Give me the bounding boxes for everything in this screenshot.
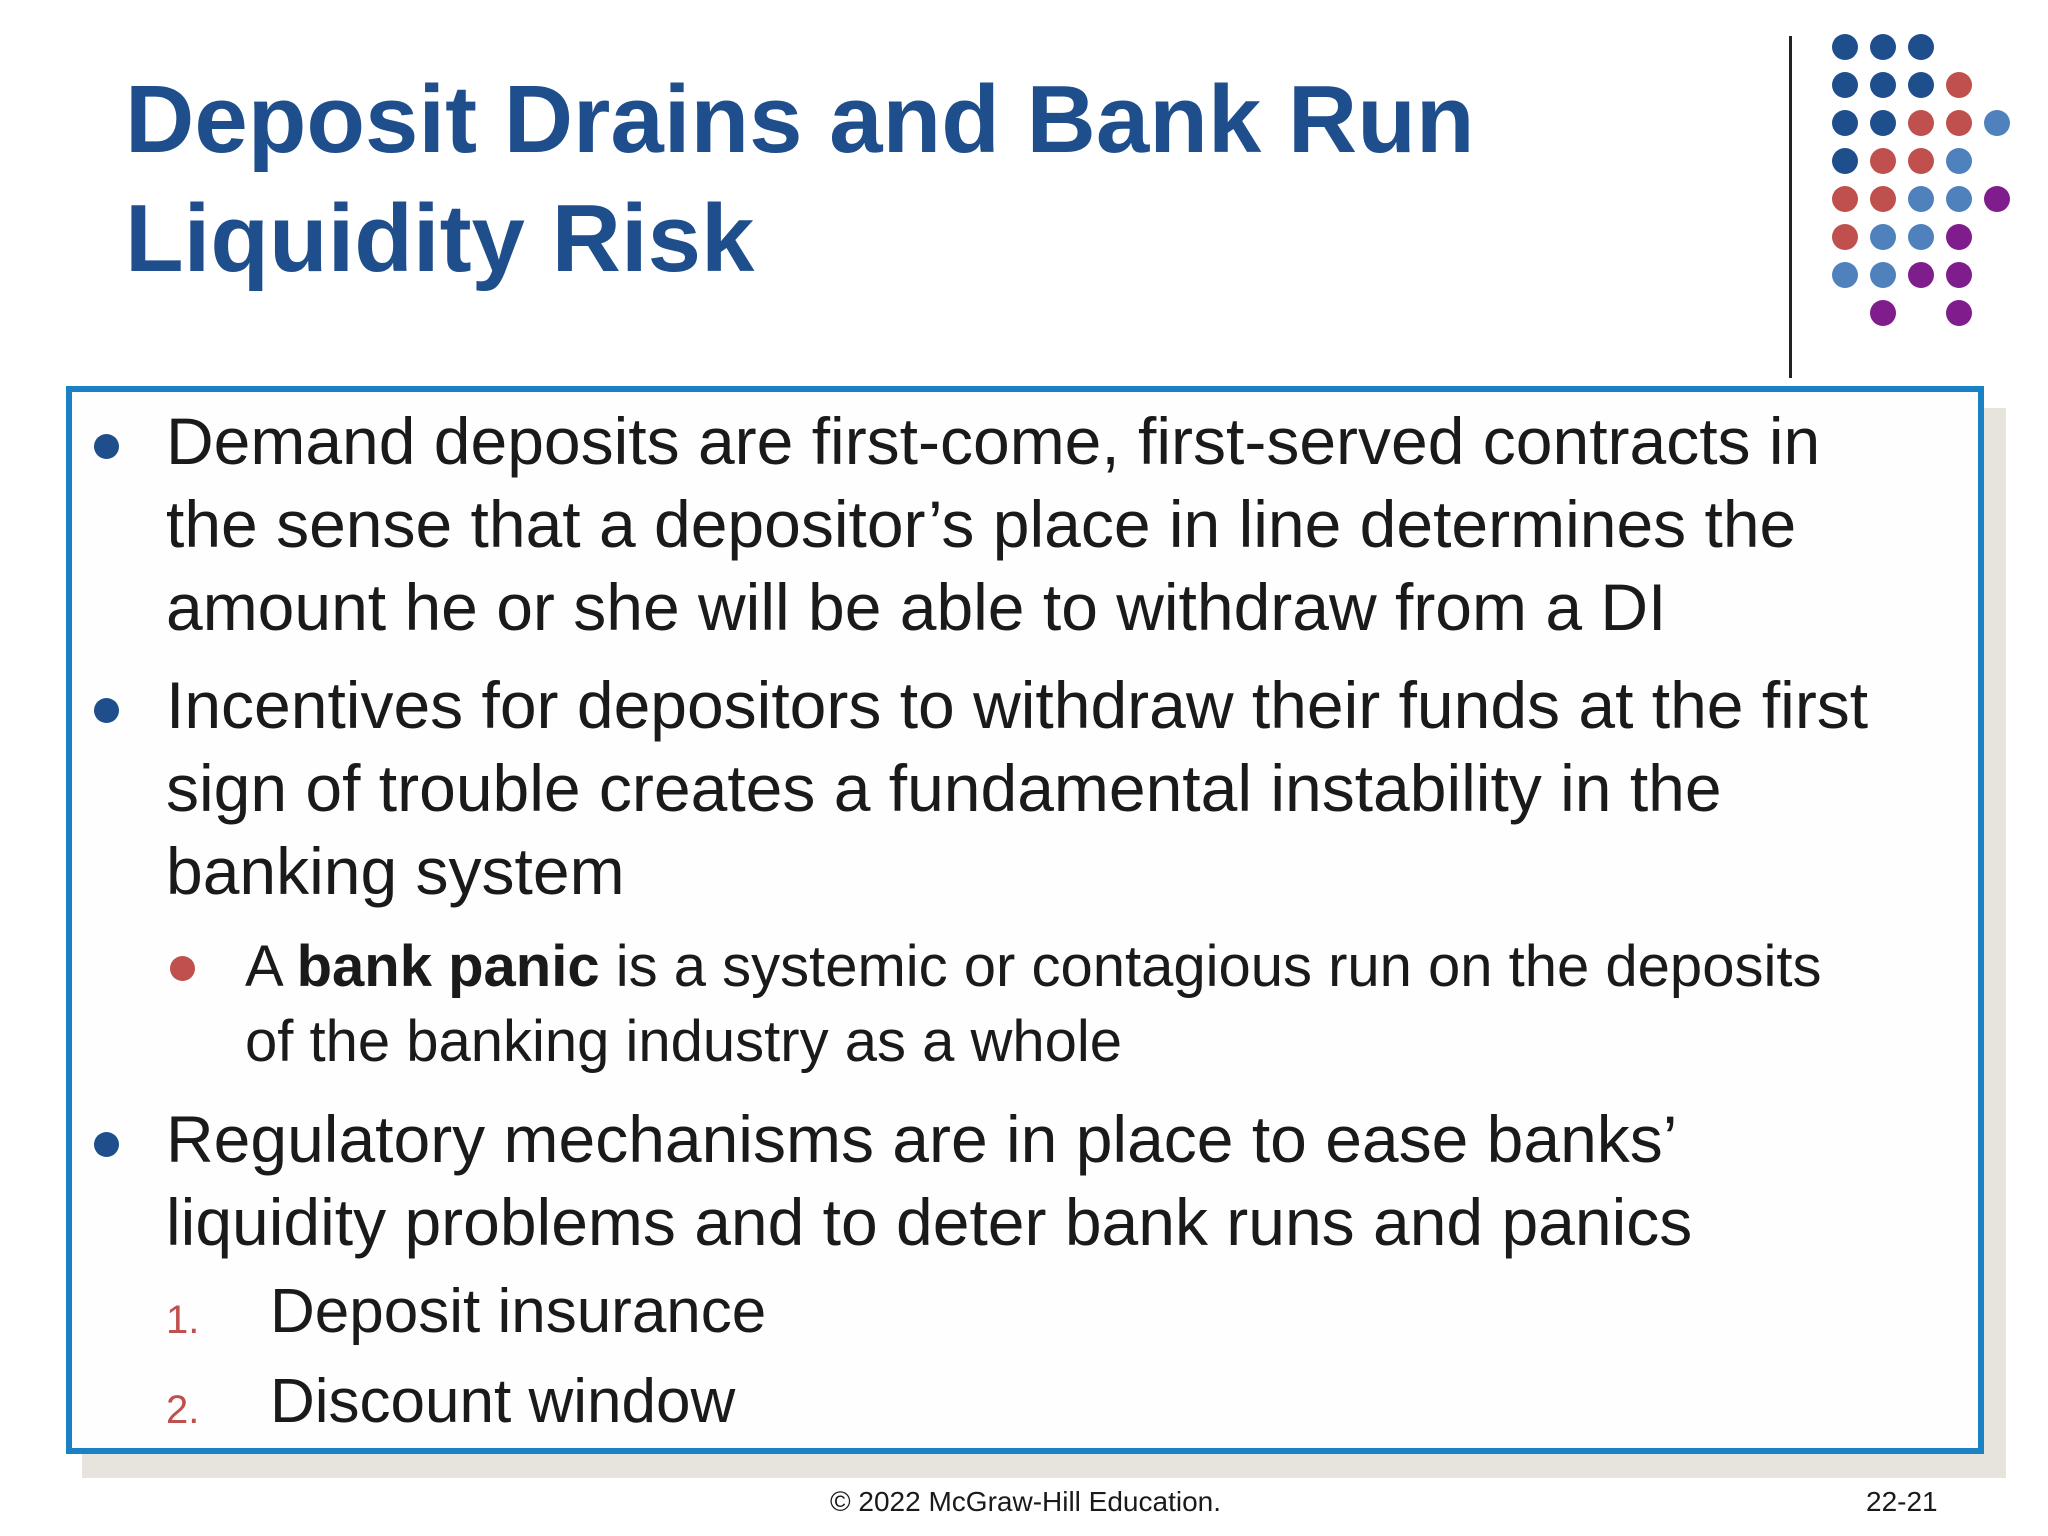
numbered-item-discount-window: Discount window	[270, 1367, 736, 1436]
sub-bullet-line-2: of the banking industry as a whole	[245, 1009, 1122, 1074]
bullet-marker	[94, 434, 119, 459]
bullet-3-line-1: Regulatory mechanisms are in place to ease banks’	[166, 1102, 1678, 1176]
bullet-2-line-1: Incentives for depositors to withdraw their funds at the first	[166, 668, 1869, 742]
bullet-item-3	[166, 1098, 1692, 1264]
bank-panic-term: bank panic	[296, 934, 600, 999]
bullet-2-line-2: sign of trouble creates a fundamental instability in the	[166, 751, 1722, 825]
sub-bullet-marker	[170, 956, 195, 981]
title-line-1: Deposit Drains and Bank Run	[125, 66, 1475, 173]
bullet-1-line-2: the sense that a depositor’s place in line determines the	[166, 487, 1797, 561]
bullet-marker	[94, 1132, 119, 1157]
number-marker-2: 2.	[166, 1388, 200, 1432]
bullet-marker	[94, 698, 119, 723]
sub-bullet-line-1	[245, 929, 1821, 1004]
bullet-item-1	[166, 400, 1820, 649]
footer-copyright: © 2022 McGraw-Hill Education.	[830, 1486, 1222, 1517]
sub-bullet-item	[245, 929, 1821, 1079]
sub-bullet-post: is a systemic or contagious run on the deposits	[599, 934, 1822, 999]
bullet-1-line-3: amount he or she will be able to withdraw from a DI	[166, 570, 1667, 644]
sub-bullet-pre: A	[245, 934, 297, 999]
footer-page-number: 22-21	[1866, 1486, 1938, 1517]
numbered-item-deposit-insurance: Deposit insurance	[270, 1277, 767, 1346]
bullet-2-line-3: banking system	[166, 834, 625, 908]
bullet-item-2	[166, 664, 1868, 913]
bullet-1-line-1: Demand deposits are first-come, first-served contracts in	[166, 404, 1821, 478]
bullet-3-line-2: liquidity problems and to deter bank runs and panics	[166, 1185, 1693, 1259]
title-line-2: Liquidity Risk	[125, 185, 755, 292]
number-marker-1: 1.	[166, 1298, 200, 1342]
